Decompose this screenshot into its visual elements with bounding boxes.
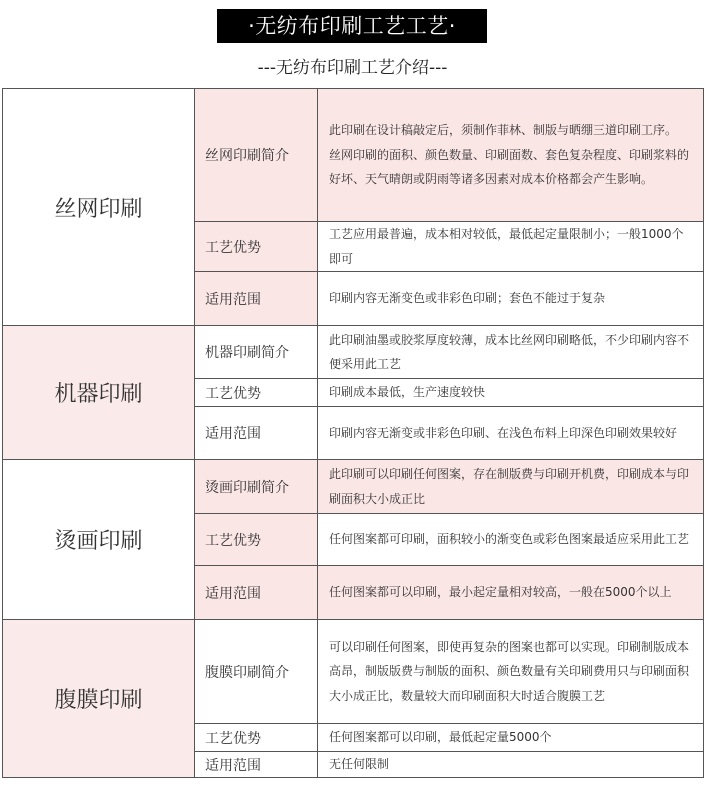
row-description: 可以印刷任何图案，即使再复杂的图案也都可以实现。印刷制版成本高昂，制版版费与制版的面积、颜色数量有关印刷费用只与印刷面积大小成正比，数量较大而印刷面积大时适合腹膜工艺 [318,620,704,724]
row-description: 印刷内容无渐变色或非彩色印刷；套色不能过于复杂 [318,272,704,326]
row-description [318,89,704,222]
row-description: 任何图案都可以印刷，最小起定量相对较高，一般在5000个以上 [318,566,704,620]
row-description: 无任何限制 [318,752,704,778]
row-label: 工艺优势 [195,724,318,752]
row-label: 烫画印刷简介 [195,460,318,514]
row-description: 任何图案都可以印刷，最低起定量5000个 [318,724,704,752]
row-label: 工艺优势 [195,514,318,566]
category-cell: 丝网印刷 [3,89,195,326]
row-description: 印刷成本最低，生产速度较快 [318,379,704,407]
category-cell: 烫画印刷 [3,460,195,620]
row-label: 适用范围 [195,272,318,326]
row-description: 任何图案都可印刷，面积较小的渐变色或彩色图案最适应采用此工艺 [318,514,704,566]
page-subtitle: ---无纺布印刷工艺介绍--- [257,58,448,78]
row-label: 机器印刷简介 [195,326,318,379]
category-cell: 腹膜印刷 [3,620,195,778]
category-cell: 机器印刷 [3,326,195,460]
printing-process-table [2,88,704,778]
row-label: 工艺优势 [195,222,318,272]
row-label: 丝网印刷简介 [195,89,318,222]
table-row [3,460,704,514]
row-description: 此印刷油墨或胶浆厚度较薄，成本比丝网印刷略低，不少印刷内容不便采用此工艺 [318,326,704,379]
row-label: 适用范围 [195,566,318,620]
row-description: 此印刷可以印刷任何图案，存在制版费与印刷开机费，印刷成本与印刷面积大小成正比 [318,460,704,514]
table-row [3,326,704,379]
table-row [3,620,704,724]
row-label: 适用范围 [195,407,318,460]
row-description: 工艺应用最普遍，成本相对较低，最低起定量限制小；一般1000个即可 [318,222,704,272]
row-description: 印刷内容无渐变或非彩色印刷、在浅色布料上印深色印刷效果较好 [318,407,704,460]
banner-title: ·无纺布印刷工艺工艺· [217,9,487,43]
row-label: 适用范围 [195,752,318,778]
table-row [3,89,704,222]
row-label: 腹膜印刷简介 [195,620,318,724]
description-paragraph: 此印刷在设计稿敲定后，须制作菲林、制版与晒绷三道印刷工序。 [329,123,678,138]
description-paragraph: 丝网印刷的面积、颜色数量、印刷面数、套色复杂程度、印刷浆料的好坏、天气晴朗或阴雨等诸多因素对成本价格都会产生影响。 [329,147,690,187]
row-label: 工艺优势 [195,379,318,407]
